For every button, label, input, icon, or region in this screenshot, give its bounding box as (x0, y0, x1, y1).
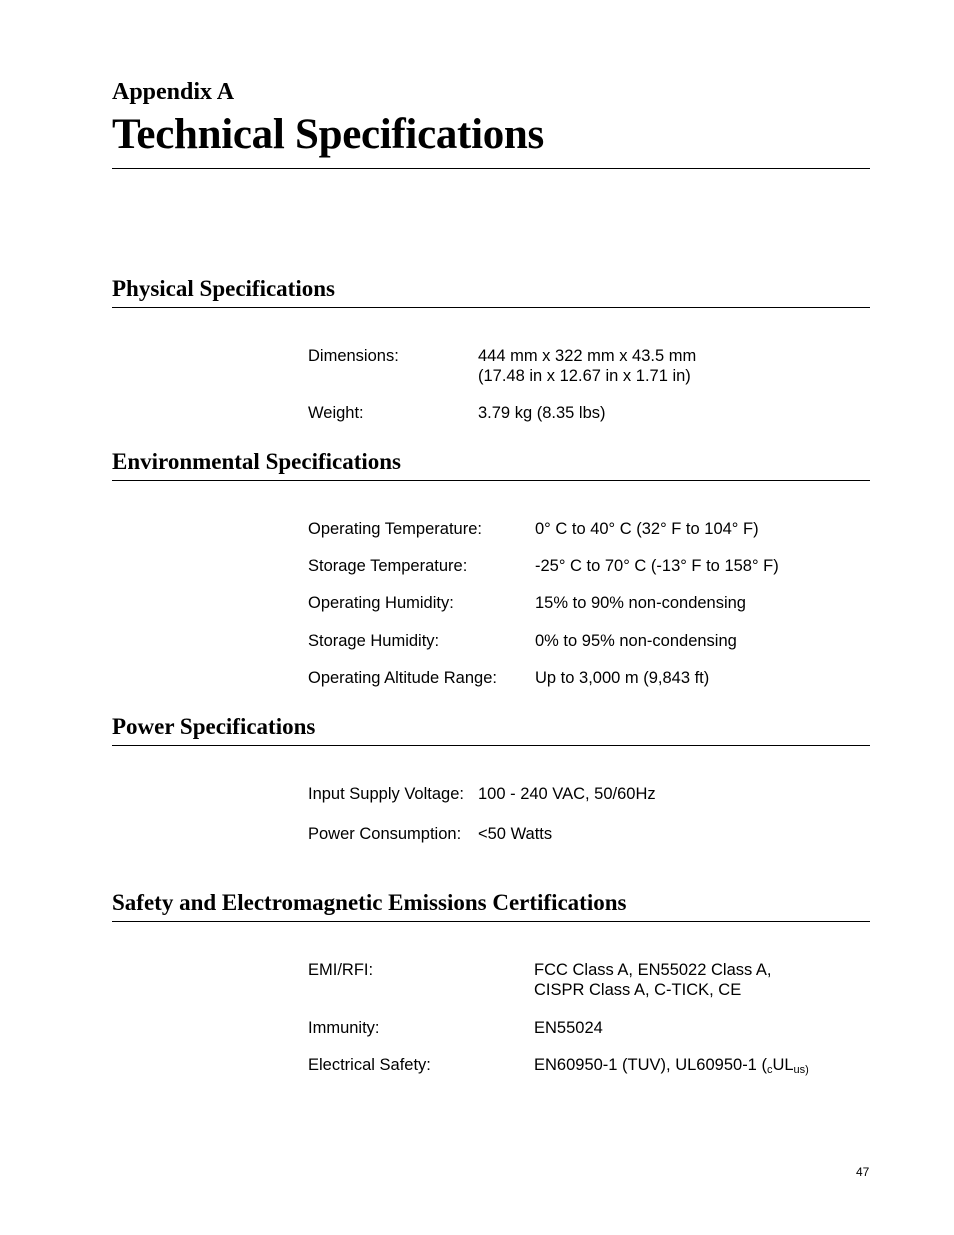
spec-value: 100 - 240 VAC, 50/60Hz (478, 785, 656, 803)
spec-value-line2: (17.48 in x 12.67 in x 1.71 in) (478, 367, 691, 385)
spec-label: Weight: (308, 404, 364, 422)
section-rule-power (112, 745, 870, 746)
spec-value: 0% to 95% non-condensing (535, 632, 737, 650)
section-rule-safety (112, 921, 870, 922)
spec-value: Up to 3,000 m (9,843 ft) (535, 669, 710, 687)
subscript-c: c (766, 1064, 773, 1076)
spec-label: Operating Altitude Range: (308, 669, 497, 687)
section-rule-environmental (112, 480, 870, 481)
spec-label: Operating Humidity: (308, 594, 454, 612)
spec-value: 0° C to 40° C (32° F to 104° F) (535, 520, 759, 538)
page-number: 47 (856, 1165, 870, 1179)
spec-value: 444 mm x 322 mm x 43.5 mm (478, 347, 697, 365)
section-title-safety: Safety and Electromagnetic Emissions Certifications (112, 890, 627, 915)
spec-value: FCC Class A, EN55022 Class A, (534, 961, 772, 979)
appendix-label: Appendix A (112, 79, 235, 105)
spec-label: Input Supply Voltage: (308, 785, 464, 803)
spec-value: 15% to 90% non-condensing (535, 594, 746, 612)
section-title-physical: Physical Specifications (112, 276, 335, 301)
spec-label: Dimensions: (308, 347, 399, 365)
spec-value (534, 1055, 809, 1080)
section-title-environmental: Environmental Specifications (112, 449, 402, 474)
spec-label: Storage Temperature: (308, 557, 468, 575)
spec-label: Immunity: (308, 1019, 380, 1037)
spec-label: Power Consumption: (308, 825, 462, 843)
title-rule (112, 168, 870, 169)
spec-value-text: EN60950-1 (TUV), UL60950-1 ( (534, 1056, 767, 1074)
section-rule-physical (112, 307, 870, 308)
spec-value-line2: CISPR Class A, C-TICK, CE (534, 981, 742, 999)
spec-label: Operating Temperature: (308, 520, 482, 538)
spec-label: Electrical Safety: (308, 1056, 431, 1074)
spec-label: Storage Humidity: (308, 632, 440, 650)
spec-label: EMI/RFI: (308, 961, 374, 979)
section-title-power: Power Specifications (112, 714, 316, 739)
spec-value: -25° C to 70° C (-13° F to 158° F) (535, 557, 779, 575)
ul-mark: UL (772, 1056, 794, 1074)
spec-value: EN55024 (534, 1019, 603, 1037)
spec-value: <50 Watts (478, 825, 553, 843)
subscript-us: us) (793, 1064, 809, 1076)
page-title: Technical Specifications (112, 111, 544, 158)
spec-value: 3.79 kg (8.35 lbs) (478, 404, 606, 422)
